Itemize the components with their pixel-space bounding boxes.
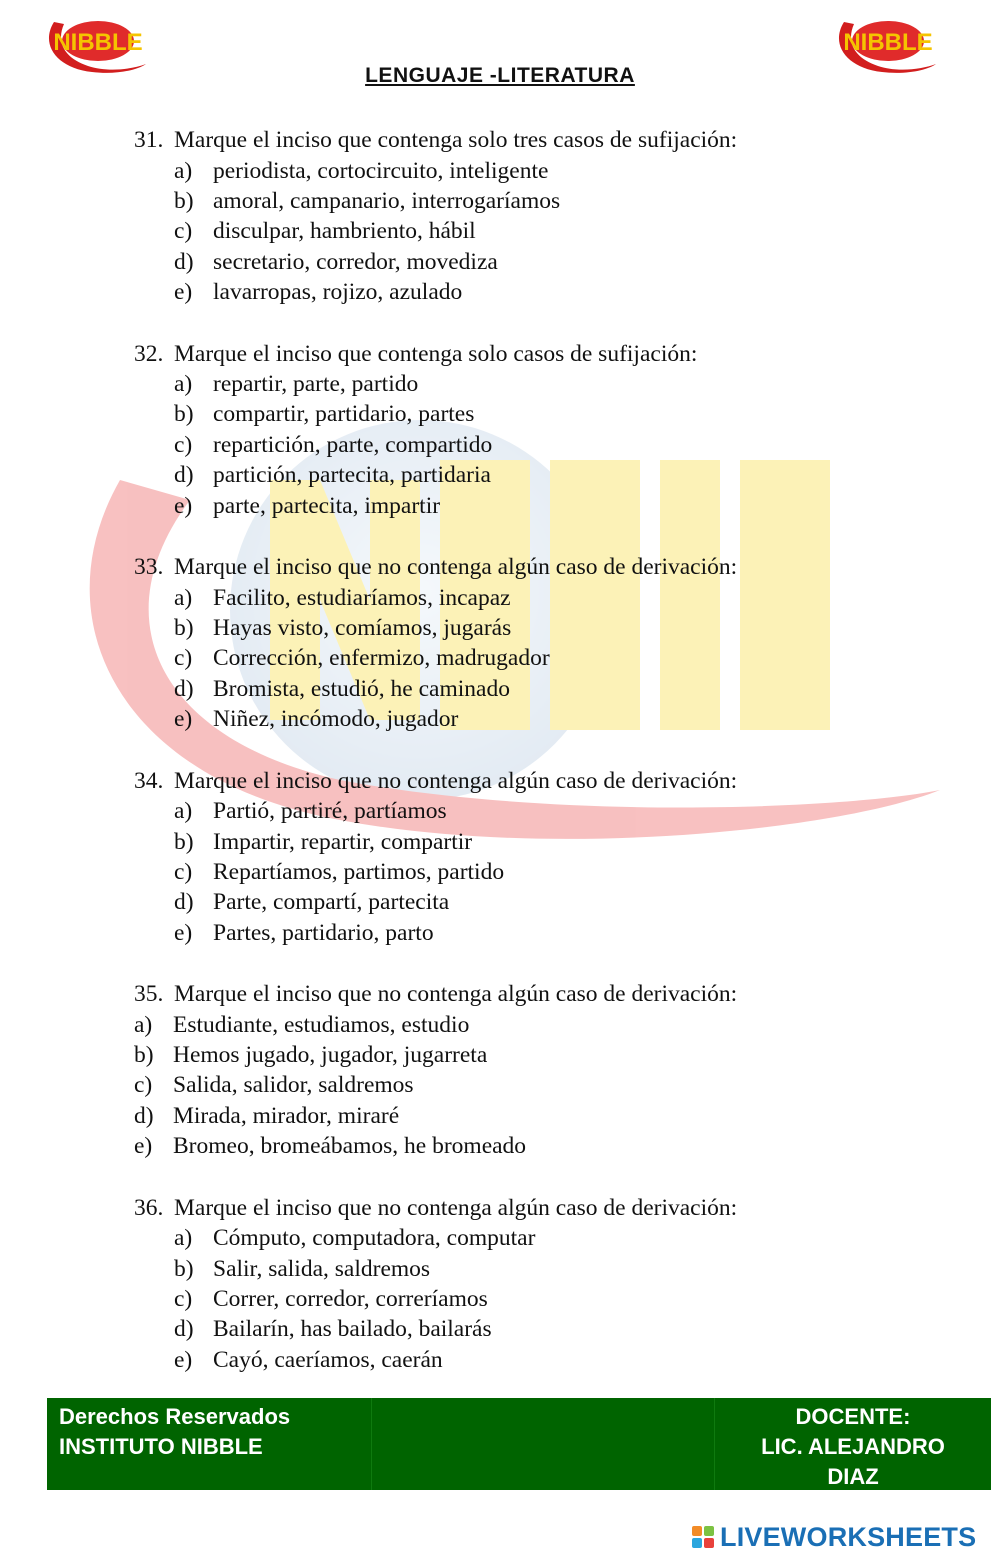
questions-list — [0, 125, 1000, 1406]
option-e[interactable]: e) lavarropas, rojizo, azulado — [174, 279, 463, 306]
footer-rights: Derechos Reservados INSTITUTO NIBBLE — [47, 1398, 372, 1490]
option-b[interactable]: b) Salir, salida, saldremos — [174, 1255, 431, 1282]
option-e[interactable]: e) Cayó, caeríamos, caerán — [174, 1346, 443, 1373]
question-34 — [0, 766, 1000, 949]
question-number: 36. — [134, 1194, 164, 1221]
liveworksheets-icon — [692, 1526, 714, 1548]
option-b[interactable]: b) compartir, partidario, partes — [174, 401, 475, 428]
footer-bar — [47, 1398, 991, 1490]
question-number: 34. — [134, 767, 164, 794]
liveworksheets-brand[interactable] — [692, 1520, 976, 1554]
option-d[interactable]: d) Bromista, estudió, he caminado — [174, 675, 510, 702]
option-e[interactable]: e) Bromeo, bromeábamos, he bromeado — [134, 1133, 527, 1160]
option-d[interactable]: d) secretario, corredor, movediza — [174, 248, 498, 275]
question-31 — [0, 125, 1000, 308]
option-b[interactable]: b) Hayas visto, comíamos, jugarás — [174, 614, 512, 641]
question-text: Marque el inciso que no contenga algún caso de derivación: — [174, 981, 738, 1008]
svg-text:NIBBLE: NIBBLE — [843, 29, 933, 56]
option-d[interactable]: d) Parte, compartí, partecita — [174, 889, 450, 916]
option-c[interactable]: c) Corrección, enfermizo, madrugador — [174, 645, 550, 672]
option-d[interactable]: d) Mirada, mirador, miraré — [134, 1102, 400, 1129]
footer-spacer — [372, 1398, 715, 1490]
option-c[interactable]: c) Repartíamos, partimos, partido — [174, 858, 505, 885]
liveworksheets-label: LIVEWORKSHEETS — [720, 1521, 977, 1552]
question-number: 35. — [134, 981, 164, 1008]
question-33 — [0, 552, 1000, 735]
option-a[interactable]: a) Cómputo, computadora, computar — [174, 1225, 536, 1252]
question-text: Marque el inciso que no contenga algún caso de derivación: — [174, 1194, 738, 1221]
option-e[interactable]: e) Niñez, incómodo, jugador — [174, 706, 459, 733]
option-e[interactable]: e) Partes, partidario, parto — [174, 919, 434, 946]
question-number: 31. — [134, 127, 164, 153]
question-32 — [0, 339, 1000, 522]
question-text: Marque el inciso que no contenga algún caso de derivación: — [174, 767, 738, 794]
option-b[interactable]: b) amoral, campanario, interrogaríamos — [174, 187, 561, 214]
option-b[interactable]: b) Impartir, repartir, compartir — [174, 828, 473, 855]
question-number: 33. — [134, 554, 164, 581]
option-a[interactable]: a) Partió, partiré, partíamos — [174, 798, 447, 825]
question-36 — [0, 1193, 1000, 1376]
question-text: Marque el inciso que no contenga algún caso de derivación: — [174, 554, 738, 581]
option-c[interactable]: c) Salida, salidor, saldremos — [134, 1072, 414, 1099]
option-d[interactable]: d) Bailarín, has bailado, bailarás — [174, 1316, 492, 1343]
option-c[interactable]: c) disculpar, hambriento, hábil — [174, 218, 476, 245]
option-d[interactable]: d) partición, partecita, partidaria — [174, 462, 491, 489]
option-c[interactable]: c) Correr, corredor, correríamos — [174, 1285, 488, 1312]
option-c[interactable]: c) repartición, parte, compartido — [174, 431, 493, 458]
question-text: Marque el inciso que contenga solo casos de sufijación: — [174, 340, 698, 367]
question-35 — [0, 979, 1000, 1162]
question-number: 32. — [134, 340, 164, 367]
option-b[interactable]: b) Hemos jugado, jugador, jugarreta — [134, 1042, 488, 1069]
page-title: LENGUAJE -LITERATURA — [365, 64, 635, 87]
option-a[interactable]: a) periodista, cortocircuito, inteligente — [174, 157, 549, 184]
question-text: Marque el inciso que contenga solo tres casos de sufijación: — [174, 127, 738, 153]
option-a[interactable]: a) Estudiante, estudiamos, estudio — [134, 1011, 470, 1038]
option-e[interactable]: e) parte, partecita, impartir — [174, 492, 441, 519]
footer-teacher: DOCENTE: LIC. ALEJANDRO DIAZ — [761, 1404, 945, 1489]
option-a[interactable]: a) repartir, parte, partido — [174, 371, 419, 398]
option-a[interactable]: a) Facilito, estudiaríamos, incapaz — [174, 584, 511, 611]
svg-text:NIBBLE: NIBBLE — [53, 29, 143, 56]
